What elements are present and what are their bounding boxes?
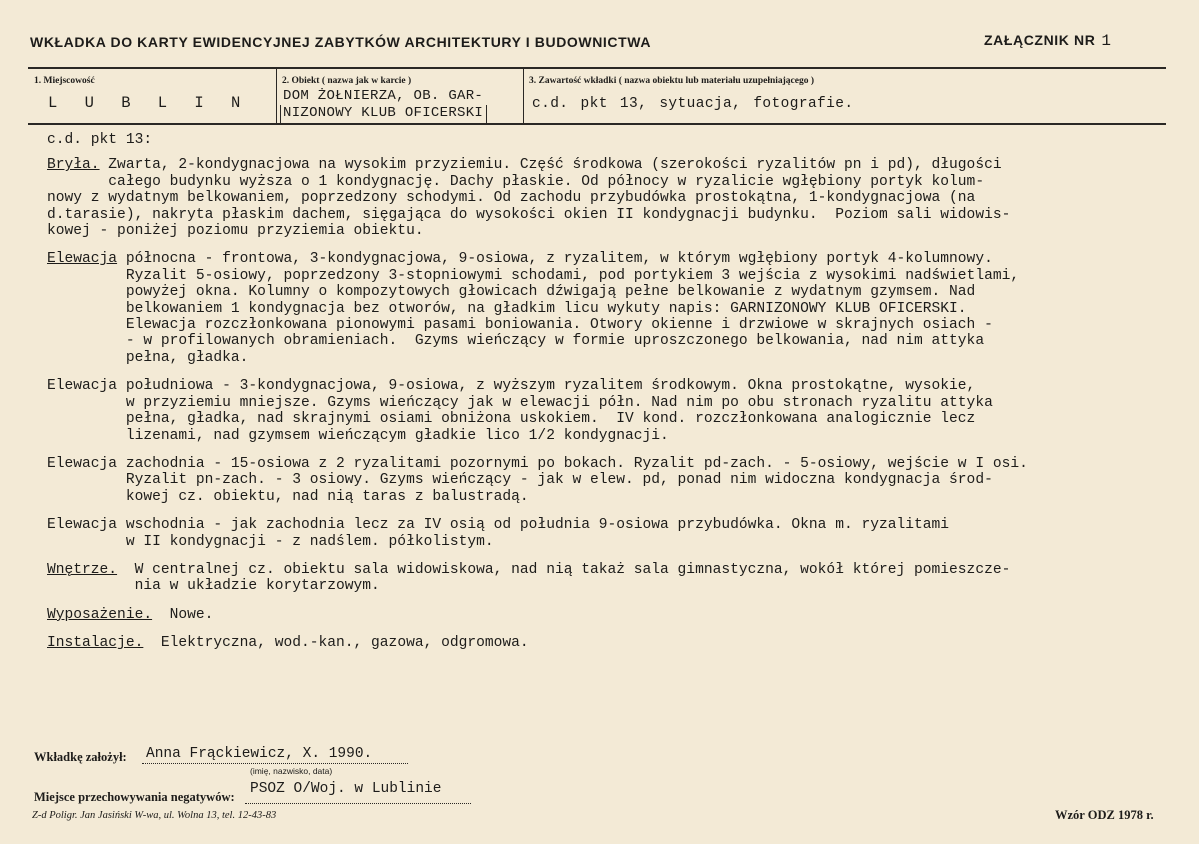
elew-pn-line-5: Elewacja rozczłonkowana pionowymi pasami boniowania. Otwory okienne i drzwiowe w skrajnych osiach - <box>47 317 993 334</box>
section-elewacja-poludniowa <box>47 378 1182 444</box>
section-wyposazenie <box>47 607 1182 623</box>
content-label-text: 3. Zawartość wkładki <box>529 76 617 86</box>
instalacje-text: Elektryczna, wod.-kan., gazowa, odgromowa. <box>143 635 529 652</box>
place-value: L U B L I N <box>48 94 250 112</box>
object-label <box>282 76 411 86</box>
wnetrze-line-2: nia w układzie korytarzowym. <box>47 578 380 595</box>
annex-label: ZAŁĄCZNIK NR <box>984 32 1096 48</box>
author-dotted-line <box>142 763 408 764</box>
bryla-line-1: Zwarta, 2-kondygnacjowa na wysokim przyziemiu. Część środkowa (szerokości ryzalitów pn i pd), długości <box>99 157 1002 174</box>
form-model: Wzór ODZ 1978 r. <box>1055 808 1154 822</box>
elew-wsch-line-2: w II kondygnacji - z nadślem. półkolistym. <box>47 533 494 550</box>
section-elewacja-zachodnia <box>47 456 1182 505</box>
bryla-label: Bryła. <box>47 157 100 174</box>
bryla-line-3: nowy z wydatnym belkowaniem, poprzedzony schodymi. Od zachodu przybudówka prostokątna, 1-kondygnacjowa (na <box>47 190 976 207</box>
description-body <box>47 132 1182 652</box>
elew-pd-line-3: pełna, gładka, nad skrajnymi osiami obniżona uskokiem. IV kond. rozczłonkowana analogicznie lecz <box>47 411 976 428</box>
author-label: Wkładkę założył: <box>34 750 127 764</box>
elew-zach-line-1: Elewacja zachodnia - 15-osiowa z 2 ryzalitami pozornymi po bokach. Ryzalit pd-zach. - 5-osiowy, wejście w I osi. <box>47 455 1028 472</box>
annex-number: 1 <box>1101 32 1112 50</box>
form-title: WKŁADKA DO KARTY EWIDENCYJNEJ ZABYTKÓW ARCHITEKTURY I BUDOWNICTWA <box>30 34 652 50</box>
field-divider-1 <box>276 69 277 123</box>
field-divider-2 <box>523 69 524 123</box>
elew-pd-line-2: w przyziemiu mniejsze. Gzyms wieńczący jak w elewacji półn. Nad nim po obu stronach ryzalitu attyka <box>47 394 993 411</box>
object-value-line1: DOM ŻOŁNIERZA, OB. GAR- <box>283 88 484 104</box>
intro-line: c.d. pkt 13: <box>47 132 153 148</box>
elew-pn-line-3: powyżej okna. Kolumny o kompozytowych głowicach dźwigają pełne belkowanie z wydatnym gzymsem. Nad <box>47 284 976 301</box>
elew-zach-line-2: Ryzalit pn-zach. - 3 osiowy. Gzyms wieńczący - jak w elew. pd, ponad nim widoczna kondygnacja środ- <box>47 472 993 489</box>
object-label-text: 2. Obiekt <box>282 76 320 86</box>
storage-label: Miejsce przechowywania negatywów: <box>34 790 235 804</box>
bryla-line-5: kowej - poniżej poziomu przyziemia obiektu. <box>47 223 424 240</box>
elew-zach-line-3: kowej cz. obiektu, nad nią taras z balustradą. <box>47 488 529 505</box>
wyposazenie-text: Nowe. <box>152 606 214 623</box>
object-label-note: ( nazwa jak w karcie ) <box>321 76 412 86</box>
elew-pn-line-6: - w profilowanych obramieniach. Gzyms wieńczący w formie uproszczonego belkowania, nad nim attyka <box>47 333 985 350</box>
author-hint: (imię, nazwisko, data) <box>250 766 333 776</box>
wnetrze-label: Wnętrze. <box>47 561 118 578</box>
author-value: Anna Frąckiewicz, X. 1990. <box>146 746 373 762</box>
elew-pn-line-4: belkowaniem 1 kondygnacja bez otworów, na gładkim licu wykuty napis: GARNIZONOWY KLUB OFICERSKI. <box>47 300 967 317</box>
elew-pn-line-7: pełna, gładka. <box>47 349 249 366</box>
annex-heading <box>984 32 1112 50</box>
section-wnetrze <box>47 562 1182 595</box>
section-elewacja-polnocna <box>47 251 1182 366</box>
header-rule-top <box>28 67 1166 69</box>
bryla-line-2: całego budynku wyższa o 1 kondygnację. Dachy płaskie. Od północy w ryzalicie wgłębiony portyk kolum- <box>47 173 985 190</box>
storage-dotted-line <box>245 803 471 804</box>
object-value-line2: NIZONOWY KLUB OFICERSKI <box>280 105 487 124</box>
place-label: 1. Miejscowość <box>34 76 95 86</box>
elew-pn-line-2: Ryzalit 5-osiowy, poprzedzony 3-stopniowymi schodami, pod portykiem 3 wejścia z wysokimi nadświetlami, <box>47 267 1020 284</box>
elewacja-label: Elewacja <box>47 251 118 268</box>
content-label-note: ( nazwa obiektu lub materiału uzupełniającego ) <box>618 76 815 86</box>
elew-pd-line-4: lizenami, nad gzymsem wieńczącym gładkie lico 1/2 kondygnacji. <box>47 427 669 444</box>
content-value: c.d. pkt 13, sytuacja, fotografie. <box>532 96 854 112</box>
instalacje-label: Instalacje. <box>47 635 144 652</box>
storage-value: PSOZ O/Woj. w Lublinie <box>250 781 442 797</box>
elew-pn-line-1: północna - frontowa, 3-kondygnacjowa, 9-osiowa, z ryzalitem, w którym wgłębiony portyk 4-kolumnowy. <box>117 251 993 268</box>
wnetrze-line-1: W centralnej cz. obiektu sala widowiskowa, nad nią takaż sala gimnastyczna, wokół której pomieszcze- <box>117 561 1011 578</box>
wyposazenie-label: Wyposażenie. <box>47 606 153 623</box>
header-rule-bottom <box>28 123 1166 125</box>
bryla-line-4: d.tarasie), nakryta płaskim dachem, sięgająca do wysokości okien II kondygnacji budynku. Poziom sali widowis- <box>47 206 1011 223</box>
section-instalacje <box>47 635 1182 651</box>
content-label <box>529 76 814 86</box>
elew-pd-line-1: Elewacja południowa - 3-kondygnacjowa, 9-osiowa, z wyższym ryzalitem środkowym. Okna prostokątne, wysokie, <box>47 378 976 395</box>
section-bryla <box>47 157 1182 239</box>
section-elewacja-wschodnia <box>47 517 1182 550</box>
elew-wsch-line-1: Elewacja wschodnia - jak zachodnia lecz za IV osią od południa 9-osiowa przybudówka. Okna m. ryzalitami <box>47 517 950 534</box>
printer-imprint: Z-d Poligr. Jan Jasiński W-wa, ul. Wolna 13, tel. 12-43-83 <box>32 810 277 821</box>
object-value <box>283 88 487 124</box>
